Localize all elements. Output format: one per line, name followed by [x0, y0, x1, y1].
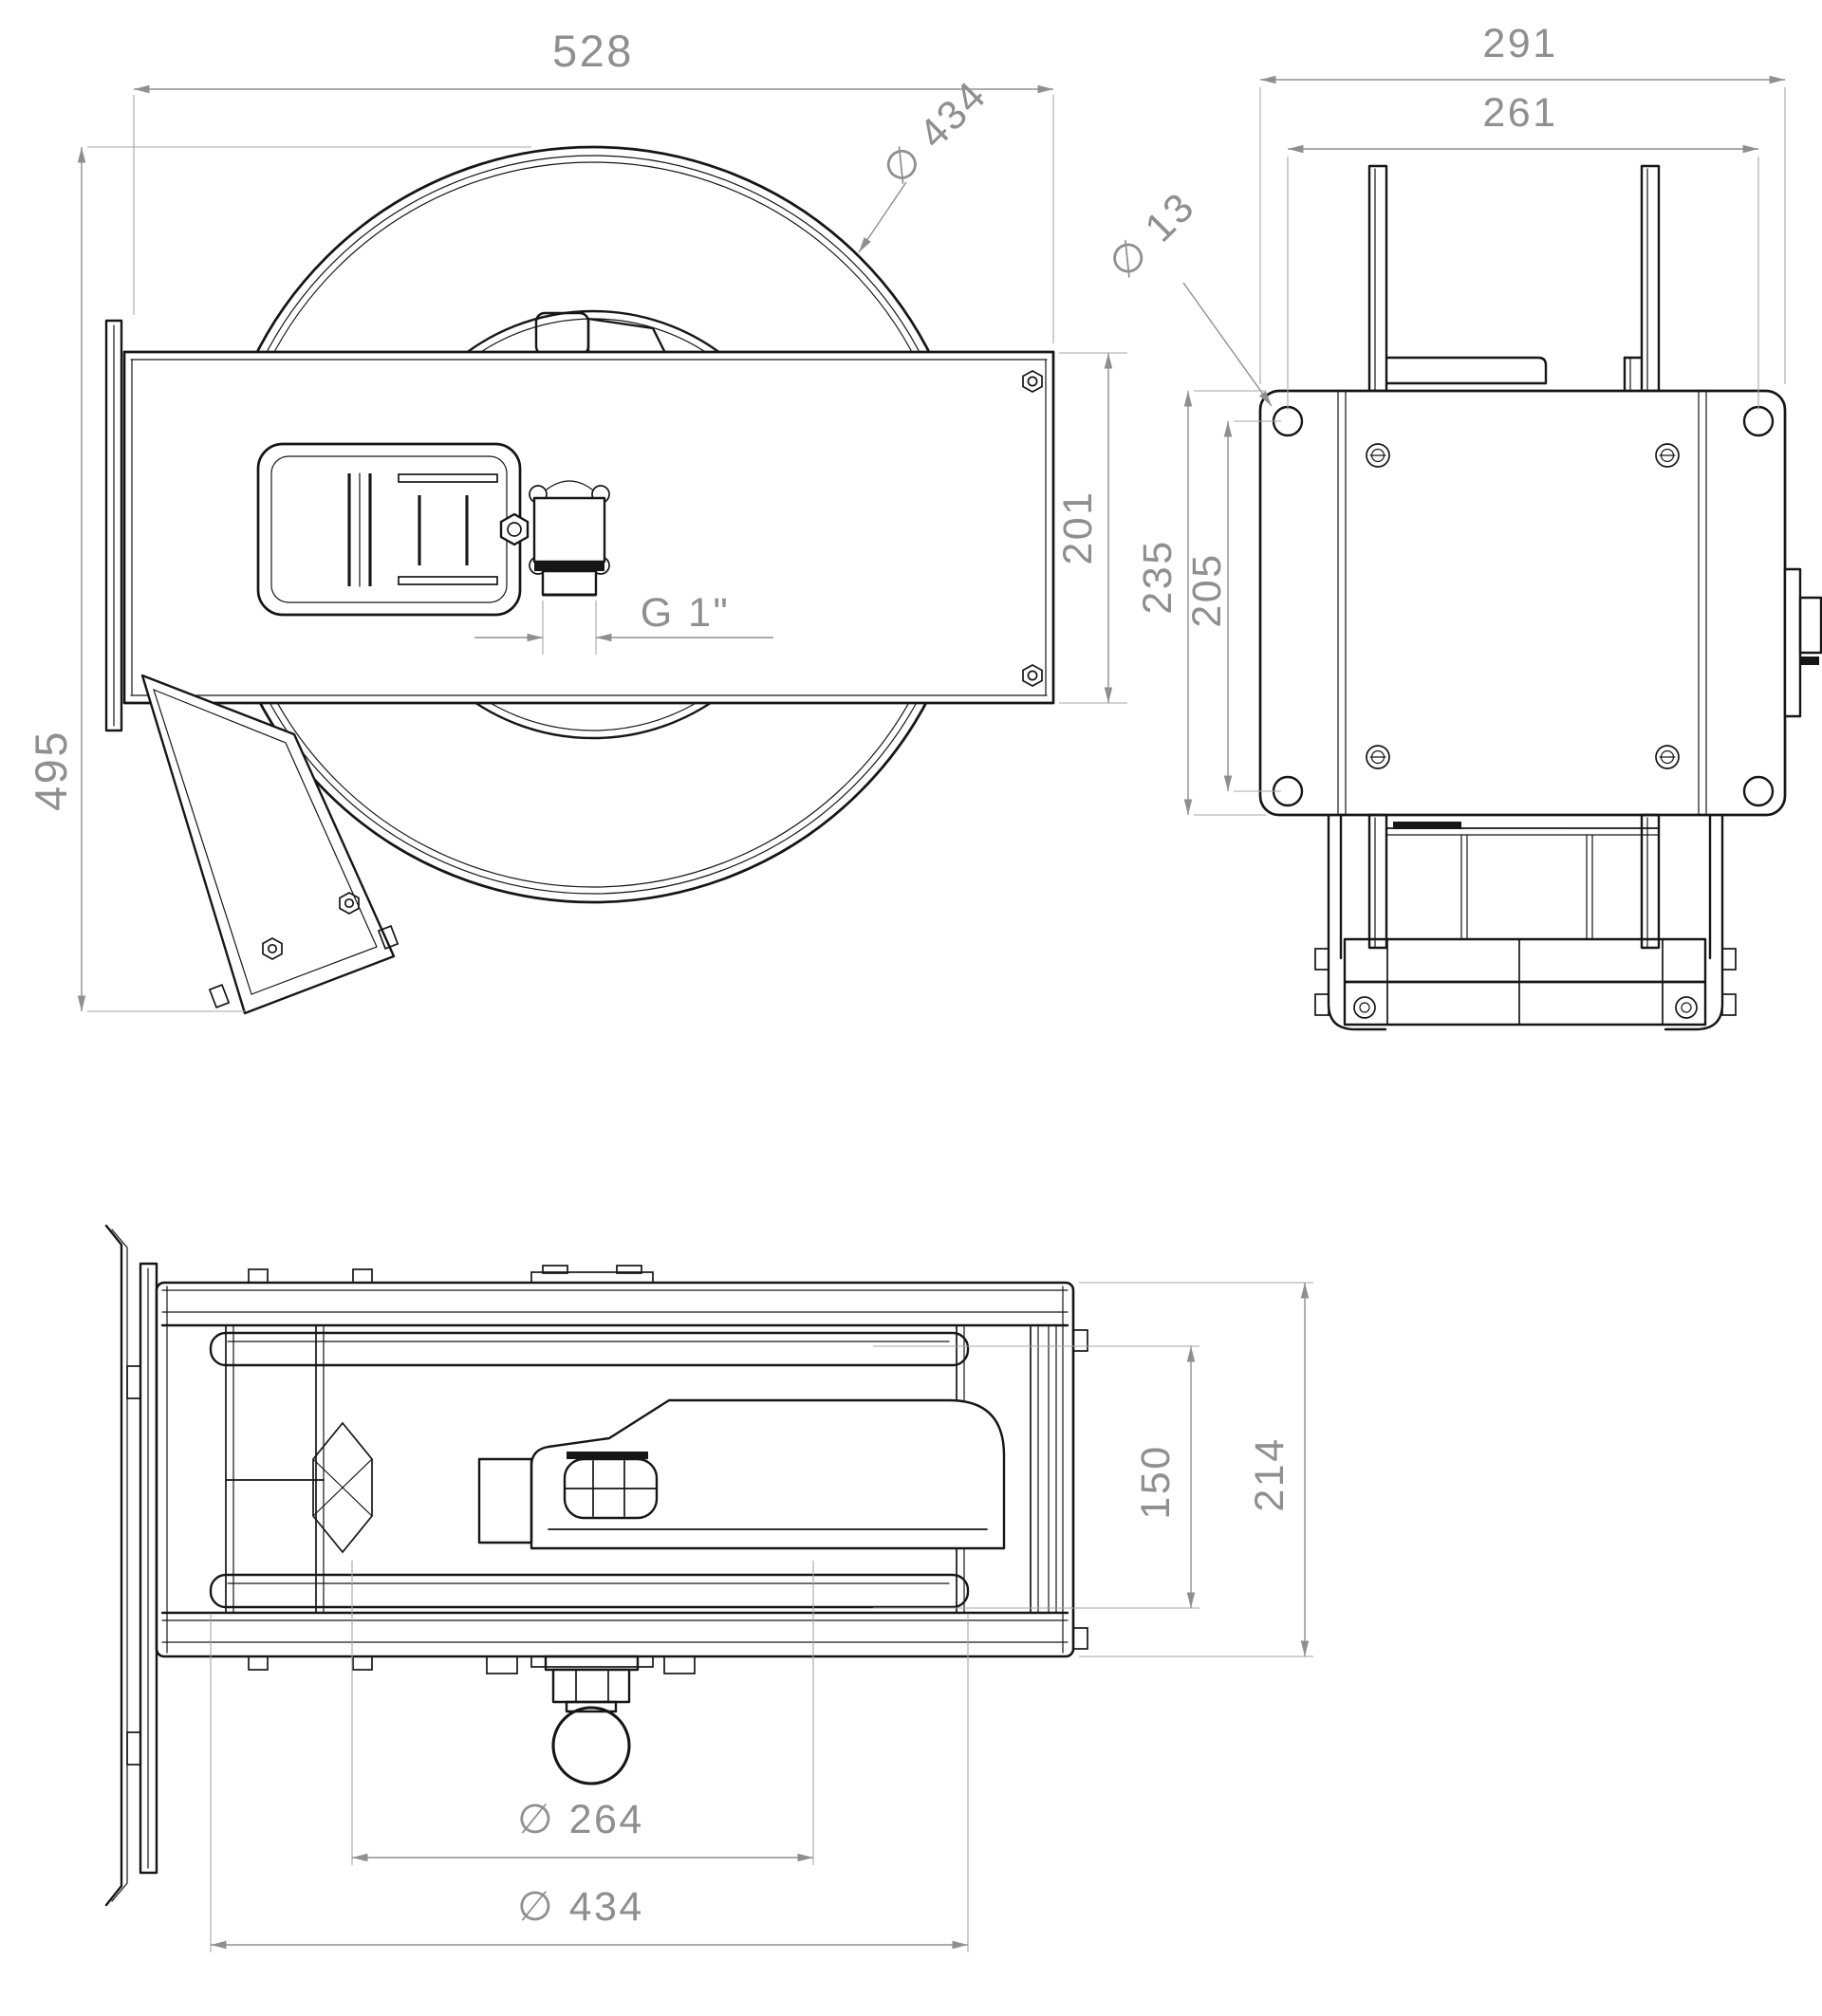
dim-top-housing-depth: 214	[1247, 1436, 1292, 1512]
side-latch	[1785, 569, 1821, 716]
top-view	[106, 1226, 1313, 1952]
hose-stopper-assembly	[487, 1656, 695, 1784]
dim-front-housing-height: 201	[1055, 490, 1101, 565]
dim-front-overall-width: 528	[552, 26, 634, 76]
side-view	[1100, 21, 1821, 1029]
wall-bracket	[106, 321, 121, 731]
cover-hex-nut	[501, 514, 528, 545]
dim-side-hole-span-vertical: 205	[1184, 552, 1230, 628]
dim-top-core-diameter: ∅ 264	[517, 1797, 644, 1842]
dim-side-hole-diameter: ∅ 13	[1100, 183, 1204, 287]
dim-front-inlet-thread: G 1"	[640, 590, 731, 636]
dim-front-overall-height: 495	[26, 730, 76, 811]
mounting-plate	[1260, 391, 1821, 815]
dim-top-disc-diameter: ∅ 434	[517, 1884, 644, 1930]
top-wall-bracket	[106, 1226, 157, 1905]
front-view	[26, 26, 1127, 1013]
side-disc-edges	[1369, 166, 1659, 391]
cover-plate	[258, 444, 528, 615]
stopper-ball	[553, 1708, 629, 1784]
dim-top-drum-inner-width: 150	[1133, 1444, 1179, 1520]
dim-front-disc-diameter: ∅ 434	[873, 71, 996, 194]
dim-side-plate-height: 235	[1135, 539, 1181, 615]
hose-guide-bracket	[142, 675, 398, 1013]
foot-bolts	[1354, 997, 1697, 1018]
side-lower-frame	[1315, 815, 1736, 1029]
dim-side-overall-width: 291	[1482, 21, 1558, 66]
dim-side-hole-span-horizontal: 261	[1482, 90, 1558, 136]
